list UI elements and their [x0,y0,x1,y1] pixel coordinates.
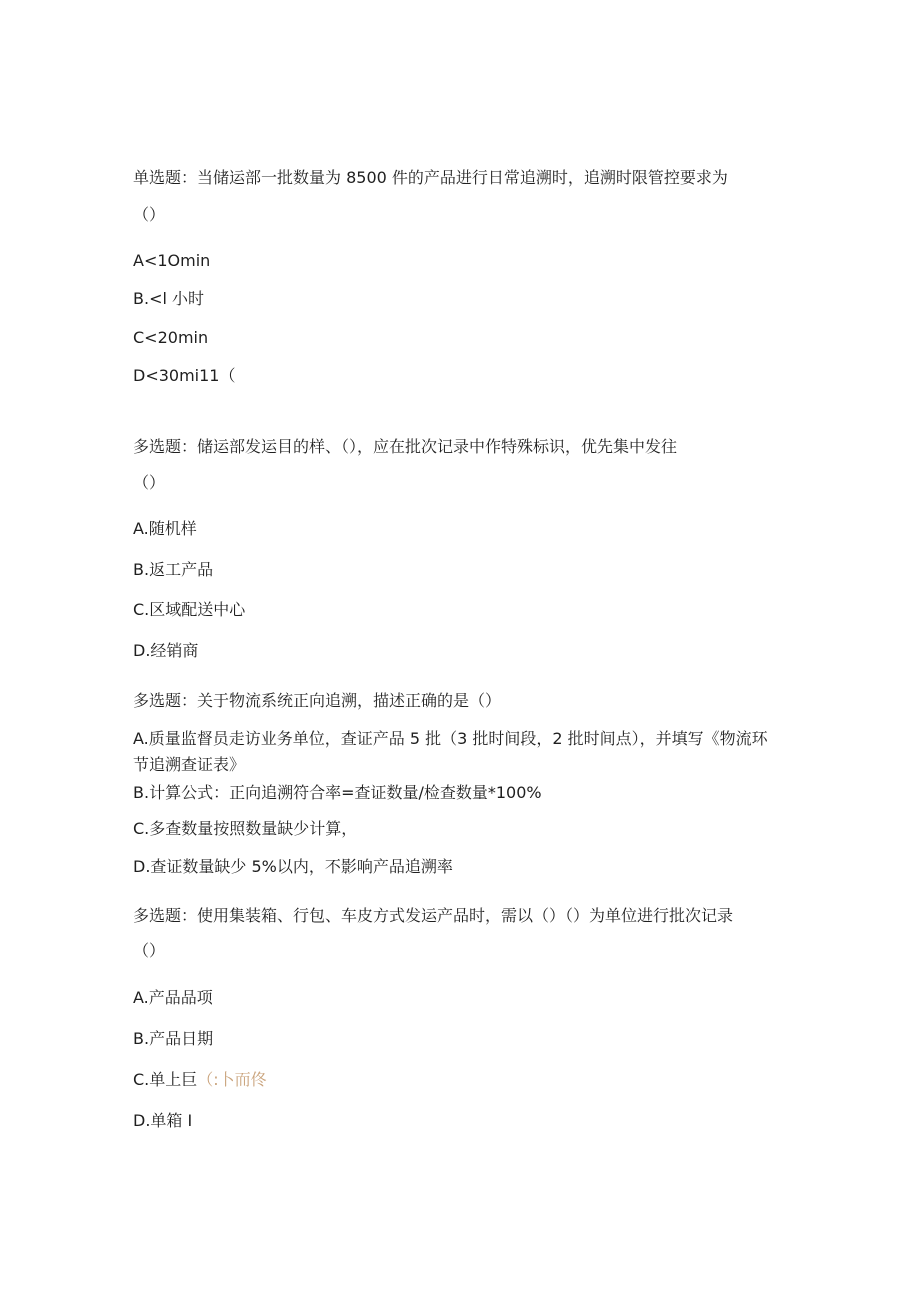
question-3-stem: 多选题：关于物流系统正向追溯，描述正确的是（） [133,691,502,710]
question-1-option-b: B.<l 小时 [133,289,205,308]
question-4-option-c-text: C.单上巨 [133,1070,198,1089]
question-4-option-a: A.产品品项 [133,988,213,1007]
question-3-option-b: B.计算公式：正向追溯符合率=查证数量/检查数量*100% [133,783,542,802]
question-4-blank: （） [133,941,166,960]
question-4-stem: 多选题：使用集装箱、行包、车皮方式发运产品时，需以（）（）为单位进行批次记录 [133,906,734,925]
question-4-option-b: B.产品日期 [133,1029,214,1048]
question-4-option-c [133,1070,267,1090]
question-2-blank: （） [133,473,166,492]
question-1-stem: 单选题：当储运部一批数量为 8500 件的产品进行日常追溯时，追溯时限管控要求为 [133,168,728,187]
question-4-option-c-faded-text: （:卜而佟 [197,1070,267,1089]
question-3-option-c: C.多查数量按照数量缺少计算， [133,819,358,838]
question-3-option-a: A.质量监督员走访业务单位，查证产品 5 批（3 批时间段，2 批时间点），并填写《物流环节追溯查证表》 [133,729,768,774]
question-1-option-a: A<1Omin [133,251,211,270]
question-4-option-d: D.单箱 I [133,1111,193,1130]
question-3-option-d: D.查证数量缺少 5%以内，不影响产品追溯率 [133,857,453,876]
question-2-option-d: D.经销商 [133,641,199,660]
question-2-stem: 多选题：储运部发运目的样、（），应在批次记录中作特殊标识，优先集中发往 [133,437,678,456]
question-1-option-c: C<20min [133,328,209,347]
question-1-blank: （） [133,205,166,224]
question-2-option-c: C.区域配送中心 [133,600,246,619]
question-2-option-b: B.返工产品 [133,560,214,579]
question-1-option-d: D<30mi11（ [133,366,236,385]
question-2-option-a: A.随机样 [133,519,197,538]
